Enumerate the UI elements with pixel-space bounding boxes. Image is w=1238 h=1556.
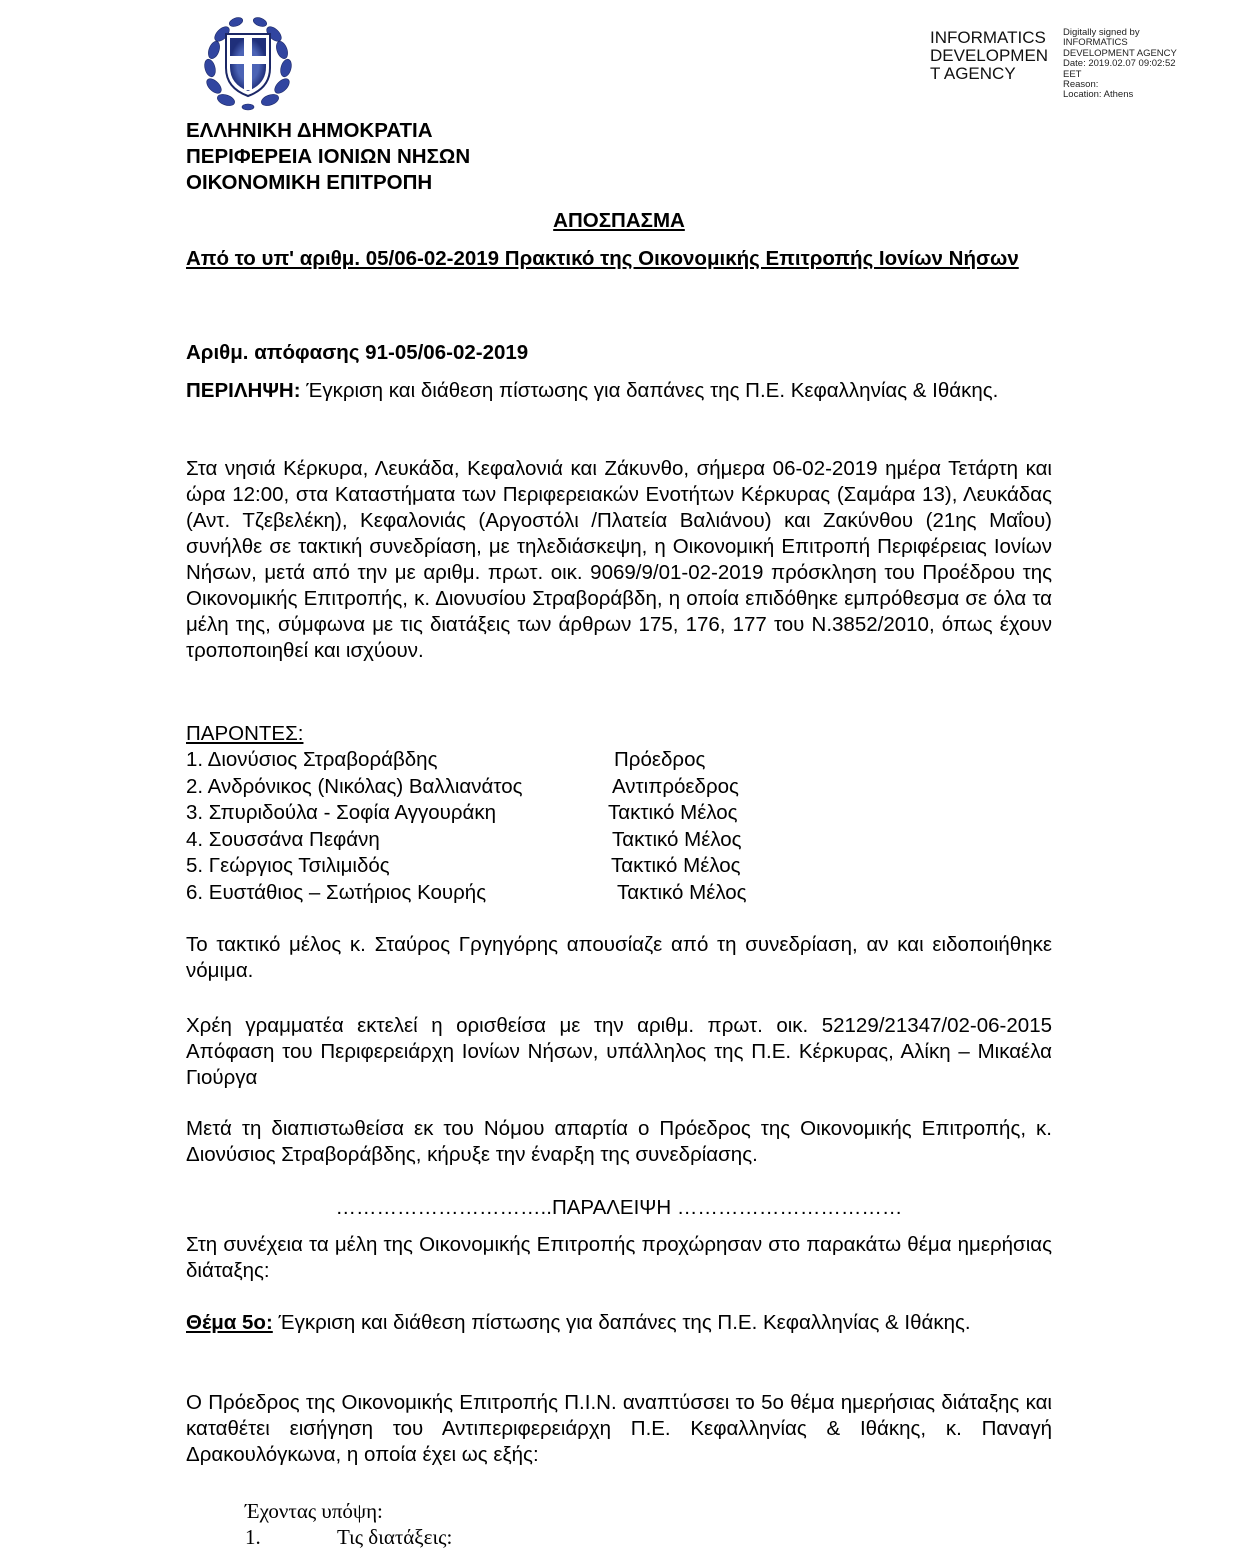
list-item xyxy=(186,774,886,801)
signature-detail-line: EET xyxy=(1063,68,1082,80)
signature-organization xyxy=(930,29,1048,83)
member-role: Αντιπρόεδρος xyxy=(612,774,739,798)
member-role: Τακτικό Μέλος xyxy=(612,827,742,851)
signature-detail-line: INFORMATICS xyxy=(1063,37,1128,49)
member-role: Τακτικό Μέλος xyxy=(608,801,738,824)
issuer-line: ΕΛΛΗΝΙΚΗ ΔΗΜΟΚΡΑΤΙΑ xyxy=(186,119,433,142)
list-item xyxy=(186,747,886,774)
signature-details xyxy=(1063,28,1177,101)
member-name: 5. Γεώργιος Τσιλιμιδός xyxy=(186,854,390,877)
item-text: Τις διατάξεις: xyxy=(337,1525,453,1549)
member-role: Τακτικό Μέλος xyxy=(611,854,741,877)
decision-number: Αριθμ. απόφασης 91-05/06-02-2019 xyxy=(186,341,529,364)
topic-label: Θέμα 5ο: xyxy=(186,1311,273,1334)
signature-detail-line: DEVELOPMENT AGENCY xyxy=(1063,47,1177,59)
issuer-header xyxy=(186,118,470,196)
president-paragraph: Ο Πρόεδρος της Οικονομικής Επιτροπής Π.Ι.Ν. αναπτύσσει το 5ο θέμα ημερήσιας διάταξης και καταθέτει εισήγηση του Αντιπεριφερειάρχη Π.Ε. Κεφαλληνίας & Ιθάκης, κ. Παναγή Δρακουλόγκωνα, η οποία έχει ως εξής: xyxy=(186,1391,1052,1466)
meeting-paragraph: Στα νησιά Κέρκυρα, Λευκάδα, Κεφαλονιά και Ζάκυνθο, σήμερα 06-02-2019 ημέρα Τετάρτη και ώρα 12:00, στα Καταστήματα των Περιφερειακών Ενοτήτων Κέρκυρας (Σαμάρα 13), Λευκάδας (Αντ. Τζεβελέκη), Κεφαλονιάς (Αργοστόλι /Πλατεία Βαλιάνου) και Ζακύνθου (21ης Μαΐου) συνήλθε σε τακτική συνεδρίαση, με τηλεδιάσκεψη, η Οικονομική Επιτροπή Περιφέρειας Ιονίων Νήσων, μετά από την με αριθμ. πρωτ. οικ. 9069/9/01-02-2019 πρόσκληση του Προέδρου της Οικονομικής Επιτροπής, κ. Διονυσίου Στραβοράβδη, η οποία επιδόθηκε εμπρόθεσμα σε όλα τα μέλη της, σύμφωνα με τις διατάξεις των άρθρων 175, 176, 177 του Ν.3852/2010, όπως έχουν τροποποιηθεί και ισχύουν. xyxy=(186,457,1052,662)
signature-org-line: DEVELOPMEN xyxy=(930,46,1049,65)
present-title: ΠΑΡΟΝΤΕΣ: xyxy=(186,722,304,745)
document-subtitle: Από το υπ' αριθμ. 05/06-02-2019 Πρακτικό της Οικονομικής Επιτροπής Ιονίων Νήσων xyxy=(186,247,1019,270)
list-item xyxy=(186,880,886,907)
considering-heading: Έχοντας υπόψη: xyxy=(245,1499,383,1523)
signature-detail-line: Location: Athens xyxy=(1063,89,1134,101)
member-role: Πρόεδρος xyxy=(614,748,706,771)
document-title: ΑΠΟΣΠΑΣΜΑ xyxy=(553,209,685,232)
signature-detail-line: Reason: xyxy=(1063,79,1099,91)
signature-detail-line: Date: 2019.02.07 09:02:52 xyxy=(1063,58,1176,70)
quorum-paragraph: Μετά τη διαπιστωθείσα εκ του Νόμου απαρτία ο Πρόεδρος της Οικονομικής Επιτροπής, κ. Διονύσιος Στραβοράβδης, κήρυξε την έναρξη της συνεδρίασης. xyxy=(186,1117,1052,1166)
member-role: Τακτικό Μέλος xyxy=(617,880,747,904)
list-item xyxy=(186,827,886,854)
members-list xyxy=(186,747,886,906)
list-item xyxy=(186,800,886,827)
item-number: 1. xyxy=(245,1525,261,1549)
summary-text: Έγκριση και διάθεση πίστωσης για δαπάνες της Π.Ε. Κεφαλληνίας & Ιθάκης. xyxy=(300,379,999,402)
issuer-line: ΠΕΡΙΦΕΡΕΙΑ ΙΟΝΙΩΝ ΝΗΣΩΝ xyxy=(186,145,471,168)
summary-label: ΠΕΡΙΛΗΨΗ: xyxy=(186,379,301,402)
signature-detail-line: Digitally signed by xyxy=(1063,27,1140,38)
member-name: 2. Ανδρόνικος (Νικόλας) Βαλλιανάτος xyxy=(186,774,523,798)
summary xyxy=(186,378,1052,404)
list-item xyxy=(186,853,886,880)
secretary-paragraph: Χρέη γραμματέα εκτελεί η ορισθείσα με την αριθμ. πρωτ. οικ. 52129/21347/02-06-2015 Απόφαση του Περιφερειάρχη Ιονίων Νήσων, υπάλληλος της Π.Ε. Κέρκυρας, Αλίκη – Μικαέλα Γιούργα xyxy=(186,1014,1052,1089)
continuation-paragraph: Στη συνέχεια τα μέλη της Οικονομικής Επιτροπής προχώρησαν στο παρακάτω θέμα ημερήσιας διάταξης: xyxy=(186,1233,1052,1282)
member-name: 4. Σουσσάνα Πεφάνη xyxy=(186,827,380,851)
issuer-line: ΟΙΚΟΝΟΜΙΚΗ ΕΠΙΤΡΟΠΗ xyxy=(186,171,433,194)
omission-line: …………………………..ΠΑΡΑΛΕΙΨΗ …………………………… xyxy=(335,1196,903,1219)
signature-org-line: INFORMATICS xyxy=(930,28,1046,47)
signature-org-line: T AGENCY xyxy=(930,64,1016,83)
topic xyxy=(186,1310,1052,1336)
topic-text: Έγκριση και διάθεση πίστωσης για δαπάνες της Π.Ε. Κεφαλληνίας & Ιθάκης. xyxy=(272,1311,971,1334)
member-name: 6. Ευστάθιος – Σωτήριος Κουρής xyxy=(186,880,487,904)
member-name: 3. Σπυριδούλα - Σοφία Αγγουράκη xyxy=(186,801,497,824)
member-name: 1. Διονύσιος Στραβοράβδης xyxy=(186,748,438,771)
greek-emblem-icon xyxy=(196,10,300,114)
absent-paragraph: Το τακτικό μέλος κ. Σταύρος Γργηγόρης απουσίαζε από τη συνεδρίαση, αν και ειδοποιήθηκε νόμιμα. xyxy=(186,933,1052,982)
